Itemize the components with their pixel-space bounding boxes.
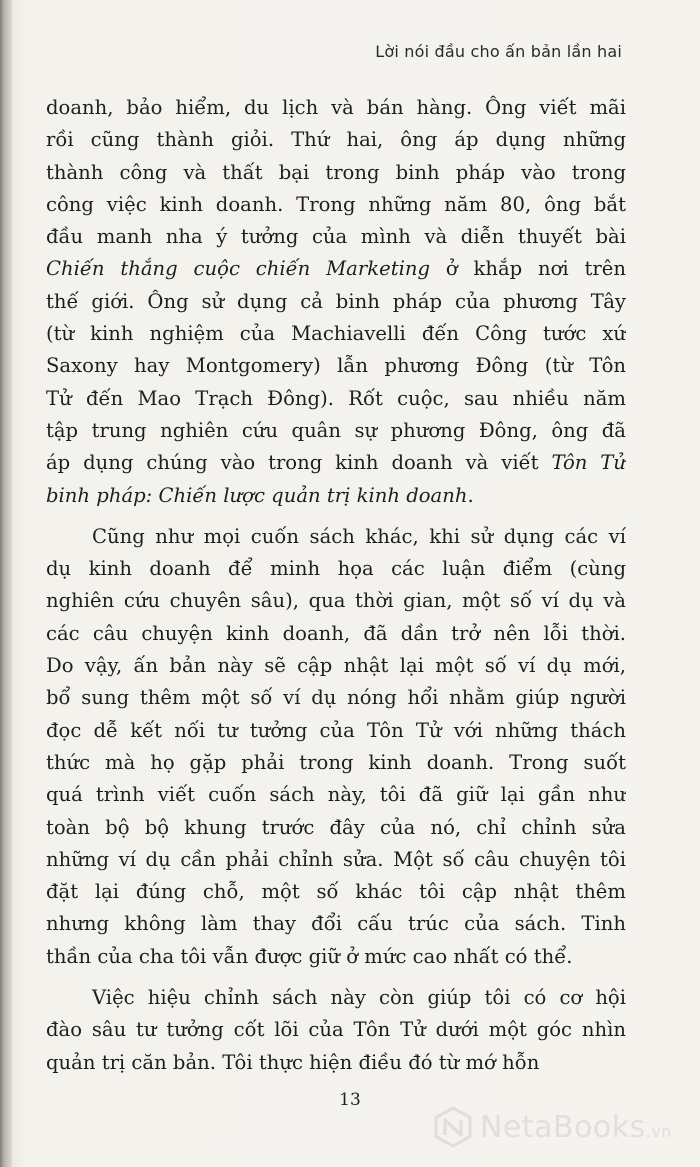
text-line: thế giới. Ông sử dụng cả binh pháp của phương Tây [46,289,626,313]
text-line: bổ sung thêm một số ví dụ nóng hổi nhằm giúp người [46,686,626,710]
text-line: tập trung nghiên cứu quân sự phương Đông, ông đã [46,418,626,442]
text-line: doanh, bảo hiểm, du lịch và bán hàng. Ông viết mãi [46,96,626,119]
text-line: đào sâu tư tưởng cốt lõi của Tôn Tử dưới một góc nhìn [46,1018,626,1042]
text-line: công việc kinh doanh. Trong những năm 80, ông bắt [46,192,626,216]
text-line: quá trình viết cuốn sách này, tôi đã giữ lại gần như [46,783,626,807]
text-line: nhưng không làm thay đổi cấu trúc của sách. Tinh [46,912,626,936]
watermark-brand: NetaBooks [479,1109,646,1145]
text-line: thành công và thất bại trong binh pháp vào trong [46,160,626,184]
line-text: ở khắp nơi trên [430,257,626,281]
text-line: đọc dễ kết nối tư tưởng của Tôn Tử với những thách [46,718,626,742]
text-line: các câu chuyện kinh doanh, đã dần trở nên lỗi thời. [46,621,626,645]
netabooks-logo-icon [432,1106,474,1148]
text-line: rồi cũng thành giỏi. Thứ hai, ông áp dụng những [46,128,626,152]
text-line: toàn bộ bộ khung trước đây của nó, chỉ chỉnh sửa [46,815,626,839]
text-line: nghiên cứu chuyên sâu), qua thời gian, một số ví dụ và [46,589,626,613]
page-number: 13 [339,1090,361,1110]
watermark-suffix: .vn [645,1121,672,1141]
text-line [46,447,626,479]
line-text: áp dụng chúng vào trong kinh doanh và viết [46,451,552,475]
text-line: Tử đến Mao Trạch Đông). Rốt cuộc, sau nhiều năm [46,386,626,410]
text-line: Việc hiệu chỉnh sách này còn giúp tôi có cơ hội [92,986,626,1010]
text-line: thần của cha tôi vẫn được giữ ở mức cao nhất có thể. [46,944,573,968]
running-head: Lời nói đầu cho ấn bản lần hai [375,42,622,61]
text-line: (từ kinh nghiệm của Machiavelli đến Công tước xứ [46,322,626,346]
watermark [432,1106,672,1148]
text-line: thức mà họ gặp phải trong kinh doanh. Trong suốt [46,750,626,774]
text-line: đầu manh nha ý tưởng của mình và diễn thuyết bài [46,225,626,249]
italic-title: Chiến thắng cuộc chiến Marketing [46,257,430,281]
line-text: . [467,483,474,507]
text-line [46,253,626,285]
watermark-text [480,1110,672,1145]
text-line [46,480,626,512]
body-text [46,92,626,1079]
text-line: Saxony hay Montgomery) lẫn phương Đông (từ Tôn [46,354,626,378]
text-line: những ví dụ cần phải chỉnh sửa. Một số câu chuyện tôi [46,847,626,871]
text-line: Do vậy, ấn bản này sẽ cập nhật lại một số ví dụ mới, [46,654,626,678]
text-line: Cũng như mọi cuốn sách khác, khi sử dụng các ví [92,524,626,548]
text-line: dụ kinh doanh để minh họa các luận điểm (cùng [46,557,626,581]
text-line: đặt lại đúng chỗ, một số khác tôi cập nhật thêm [46,880,626,904]
italic-title: binh pháp: Chiến lược quản trị kinh doanh [46,483,468,507]
text-line: quản trị căn bản. Tôi thực hiện điều đó từ mớ hỗn [46,1050,540,1074]
italic-title: Tôn Tử [551,451,626,475]
page-gutter-shadow [0,0,12,1167]
